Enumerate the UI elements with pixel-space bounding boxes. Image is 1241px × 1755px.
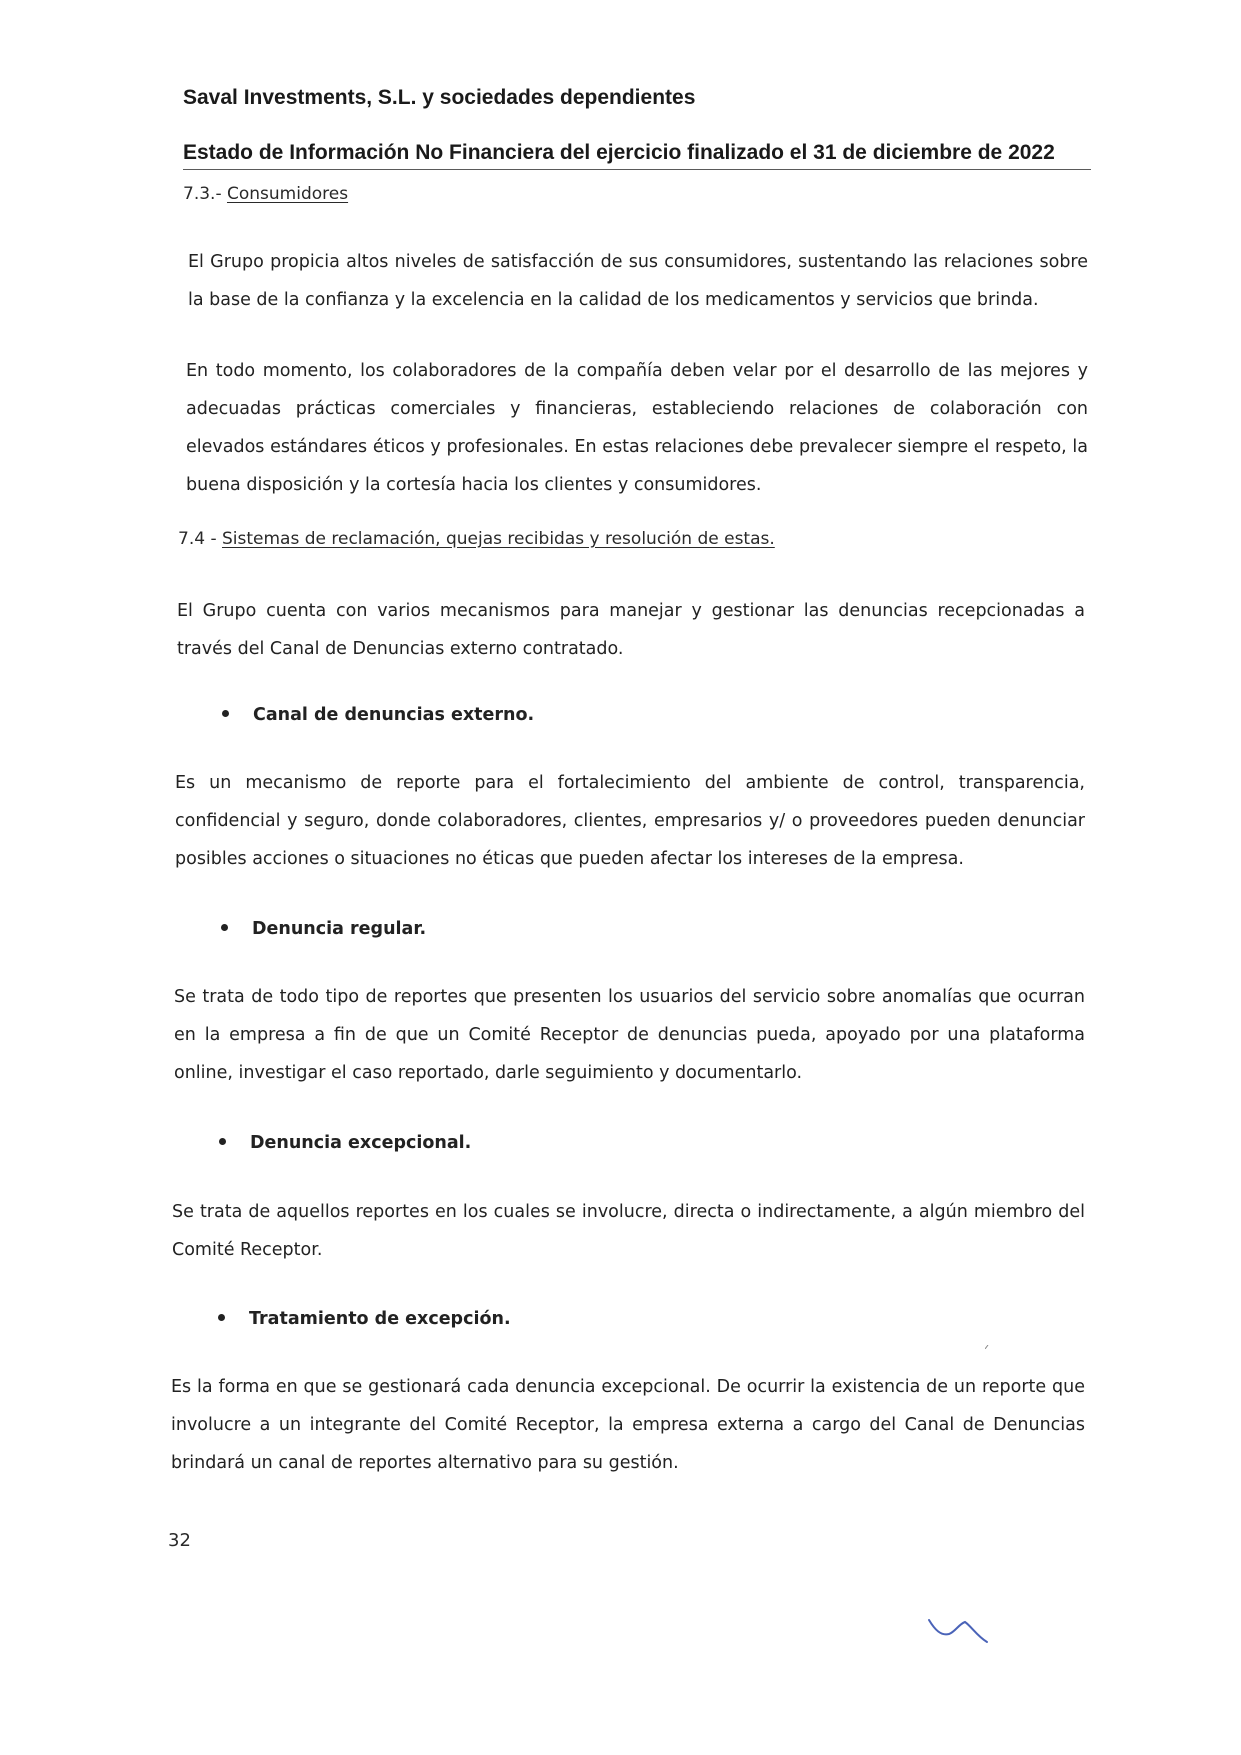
section-7-3-heading bbox=[183, 184, 348, 204]
bullet-tratamiento-excepcion bbox=[218, 1309, 511, 1329]
section-7-4-number: 7.4 - bbox=[178, 529, 222, 549]
company-name: Saval Investments, S.L. y sociedades dependientes bbox=[183, 86, 696, 109]
item-paragraph-denuncia-regular: Se trata de todo tipo de reportes que presenten los usuarios del servicio sobre anomalías que ocurran en la empresa a fin de que un Comité Receptor de denuncias pueda, apoyado por una plataforma online, investigar el caso reportado, darle seguimiento y documentarlo. bbox=[174, 987, 1085, 1083]
section-7-3-title: Consumidores bbox=[226, 184, 349, 204]
bullet-denuncia-excepcional bbox=[219, 1133, 471, 1153]
section-7-4-title: Sistemas de reclamación, quejas recibidas y resolución de estas. bbox=[221, 529, 775, 549]
signature-initials-icon bbox=[925, 1608, 1005, 1648]
bullet-title: Denuncia regular. bbox=[252, 919, 427, 939]
bullet-dot bbox=[222, 710, 229, 717]
section-7-3-paragraph-1: El Grupo propicia altos niveles de satisfacción de sus consumidores, sustentando las relaciones sobre la base de la confianza y la excelencia en la calidad de los medicamentos y servicios que brinda. bbox=[188, 252, 1088, 310]
header-rule bbox=[183, 169, 1091, 170]
bullet-denuncia-regular bbox=[221, 919, 426, 939]
item-paragraph-canal-denuncias: Es un mecanismo de reporte para el fortalecimiento del ambiente de control, transparencia, confidencial y seguro, donde colaboradores, clientes, empresarios y/ o proveedores pueden denunciar posibles acciones o situaciones no éticas que pueden afectar los intereses de la empresa. bbox=[175, 773, 1085, 869]
bullet-title: Denuncia excepcional. bbox=[250, 1133, 472, 1153]
section-7-4-heading bbox=[178, 529, 775, 549]
page-number: 32 bbox=[168, 1530, 191, 1551]
section-7-3-number: 7.3.- bbox=[183, 184, 227, 204]
report-title: Estado de Información No Financiera del ejercicio finalizado el 31 de diciembre de 2022 bbox=[183, 141, 1055, 164]
bullet-title: Canal de denuncias externo. bbox=[253, 705, 535, 725]
bullet-title: Tratamiento de excepción. bbox=[249, 1309, 511, 1329]
bullet-dot bbox=[218, 1314, 225, 1321]
stray-mark-icon bbox=[985, 1345, 989, 1349]
bullet-dot bbox=[221, 924, 228, 931]
item-paragraph-denuncia-excepcional: Se trata de aquellos reportes en los cuales se involucre, directa o indirectamente, a algún miembro del Comité Receptor. bbox=[172, 1202, 1085, 1260]
section-7-3-paragraph-2: En todo momento, los colaboradores de la compañía deben velar por el desarrollo de las mejores y adecuadas prácticas comerciales y financieras, estableciendo relaciones de colaboración con elevados estándares éticos y profesionales. En estas relaciones debe prevalecer siempre el respeto, la buena disposición y la cortesía hacia los clientes y consumidores. bbox=[186, 361, 1088, 495]
bullet-canal-denuncias bbox=[222, 705, 534, 725]
bullet-dot bbox=[219, 1138, 226, 1145]
item-paragraph-tratamiento-excepcion: Es la forma en que se gestionará cada denuncia excepcional. De ocurrir la existencia de un reporte que involucre a un integrante del Comité Receptor, la empresa externa a cargo del Canal de Denuncias brindará un canal de reportes alternativo para su gestión. bbox=[171, 1377, 1085, 1473]
section-7-4-intro: El Grupo cuenta con varios mecanismos para manejar y gestionar las denuncias recepcionadas a través del Canal de Denuncias externo contratado. bbox=[177, 601, 1085, 659]
